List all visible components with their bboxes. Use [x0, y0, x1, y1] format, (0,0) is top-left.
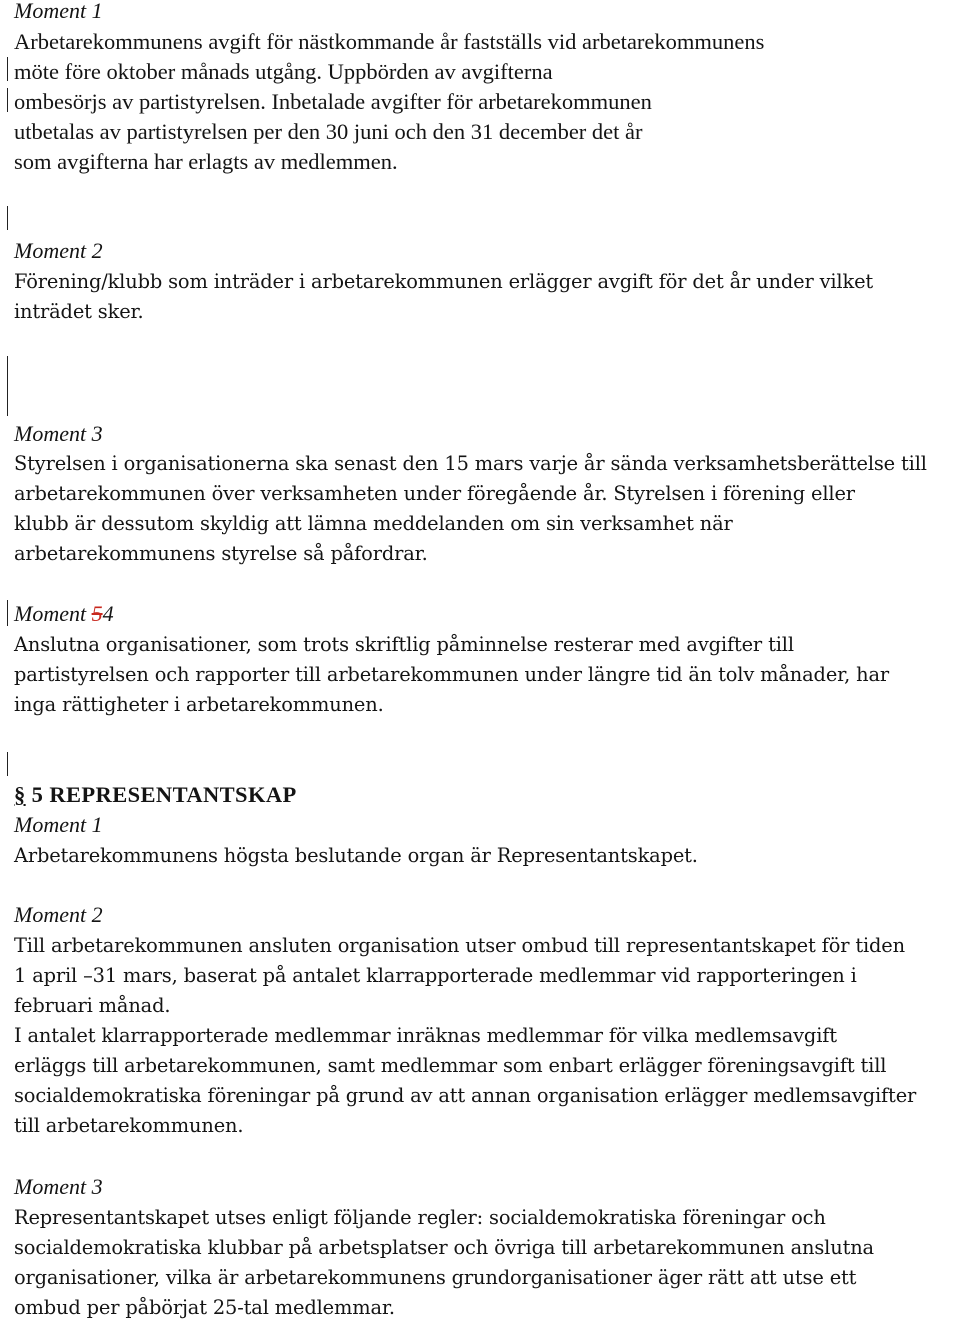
paragraph-line: arbetarekommunens styrelse så påfordrar. [14, 542, 428, 565]
paragraph-line: erläggs till arbetarekommunen, samt medlemmar som enbart erlägger föreningsavgift till [14, 1054, 887, 1077]
moment-label: Moment 3 [14, 421, 103, 446]
paragraph-line: socialdemokratiska föreningar på grund av att annan organisation erlägger medlemsavgifter [14, 1084, 917, 1107]
paragraph-line: Representantskapet utses enligt följande regler: socialdemokratiska föreningar och [14, 1206, 826, 1229]
paragraph-line [14, 117, 643, 147]
moment-label: Moment 3 [14, 1174, 103, 1199]
paragraph-line: 1 april –31 mars, baserat på antalet klarrapporterade medlemmar vid rapporteringen i [14, 964, 857, 987]
paragraph-line: ombesörjs av partistyrelsen. Inbetalade avgifter för arbetarekommunen [14, 89, 652, 114]
paragraph-line: Anslutna organisationer, som trots skriftlig påminnelse resterar med avgifter till [14, 633, 794, 656]
paragraph-line-text: utbetalas av partistyrelsen per den 30 juni och den 31 december det år [14, 119, 643, 144]
moment-label: Moment 2 [14, 238, 103, 263]
moment-label: Moment 1 [14, 0, 103, 23]
moment-label [14, 599, 114, 629]
paragraph-line: till arbetarekommunen. [14, 1114, 244, 1137]
paragraph-line: Arbetarekommunens högsta beslutande organ är Representantskapet. [14, 844, 698, 867]
deleted-number: 5 [91, 601, 103, 626]
paragraph-line: Arbetarekommunens avgift för nästkommande år fastställs vid arbetarekommunens [14, 29, 765, 54]
moment-label: Moment 2 [14, 902, 103, 927]
change-bar [7, 752, 8, 776]
paragraph-line: inga rättigheter i arbetarekommunen. [14, 693, 384, 716]
moment-label: Moment 1 [14, 812, 103, 837]
paragraph-line: klubb är dessutom skyldig att lämna meddelanden om sin verksamhet när [14, 512, 733, 535]
paragraph-line: socialdemokratiska klubbar på arbetsplatser och övriga till arbetarekommunen anslutna [14, 1236, 874, 1259]
paragraph-line: Styrelsen i organisationerna ska senast den 15 mars varje år sända verksamhetsberättelse till [14, 452, 927, 475]
paragraph-line: möte före oktober månads utgång. Uppbörden av avgifterna [14, 59, 553, 84]
paragraph-line: som avgifterna har erlagts av medlemmen. [14, 149, 398, 174]
change-bar [7, 57, 8, 81]
section-heading [14, 780, 297, 810]
paragraph-line: I antalet klarrapporterade medlemmar inräknas medlemmar för vilka medlemsavgift [14, 1024, 837, 1047]
paragraph-line: arbetarekommunen över verksamheten under föregående år. Styrelsen i förening eller [14, 482, 855, 505]
change-bar [7, 600, 8, 626]
paragraph-line: Förening/klubb som inträder i arbetarekommunen erlägger avgift för det år under vilket [14, 270, 874, 293]
section-symbol: § [14, 782, 26, 807]
section-title: 5 REPRESENTANTSKAP [25, 782, 297, 807]
paragraph-line: partistyrelsen och rapporter till arbetarekommunen under längre tid än tolv månader, har [14, 663, 890, 686]
paragraph-line: inträdet sker. [14, 300, 144, 323]
paragraph-line: Till arbetarekommunen ansluten organisation utser ombud till representantskapet för tiden [14, 934, 905, 957]
change-bar [7, 206, 8, 230]
paragraph-line: organisationer, vilka är arbetarekommunens grundorganisationer äger rätt att utse ett [14, 1266, 857, 1289]
change-bar [7, 88, 8, 112]
paragraph-line: ombud per påbörjat 25-tal medlemmar. [14, 1296, 395, 1319]
inserted-number: 4 [102, 601, 114, 626]
paragraph-line: februari månad. [14, 994, 171, 1017]
change-bar [7, 356, 8, 416]
moment-label-prefix: Moment [14, 601, 92, 626]
